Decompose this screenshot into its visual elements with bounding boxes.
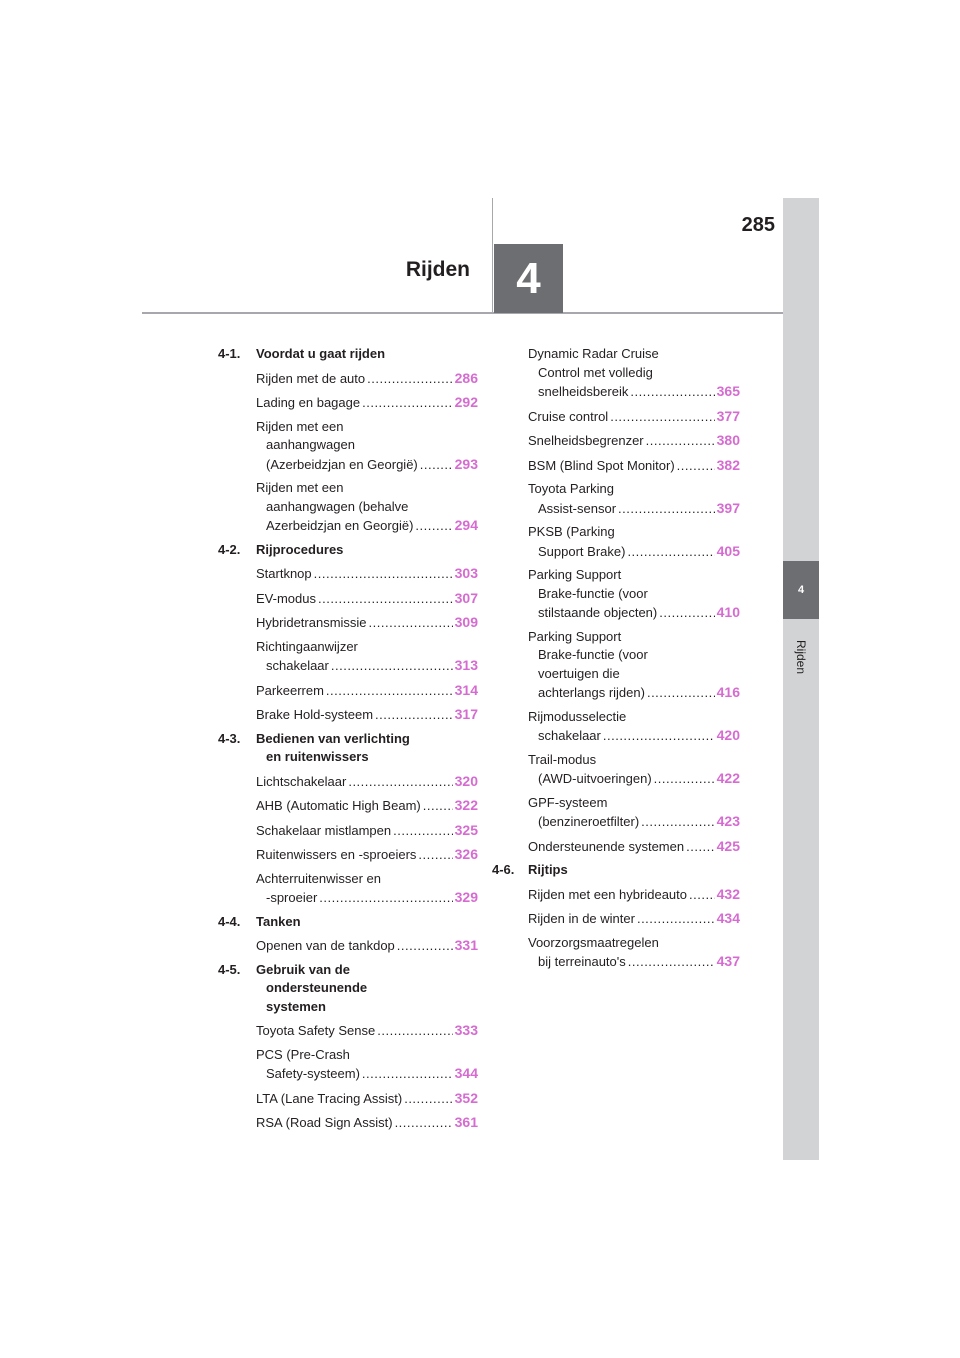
- entry-label: Richtingaanwijzer: [256, 638, 358, 654]
- entry-label: LTA (Lane Tracing Assist): [256, 1090, 403, 1106]
- entry-label: Cruise control: [528, 408, 609, 424]
- entry-label-cont: Safety-systeem): [266, 1066, 360, 1081]
- entry-label-cont: Brake-functie (voor: [538, 647, 648, 662]
- entry-label: Lichtschakelaar: [256, 773, 347, 789]
- page-link[interactable]: 309: [454, 614, 478, 630]
- entry-label-cont: (AWD-uitvoeringen): [538, 771, 652, 786]
- toc-entry[interactable]: [218, 369, 478, 389]
- entry-label: Ondersteunende systemen: [528, 838, 685, 854]
- toc-entry[interactable]: [218, 772, 478, 792]
- section-title-cont: en ruitenwissers: [266, 749, 369, 764]
- entry-label: GPF-systeem: [528, 794, 608, 810]
- entry-label: PKSB (Parking: [528, 524, 615, 539]
- toc-section-4-3: [218, 730, 478, 767]
- entry-label: Achterruitenwisser en: [256, 870, 381, 886]
- page-link[interactable]: 434: [716, 910, 740, 926]
- entry-label-cont: stilstaande objecten): [538, 605, 658, 620]
- side-tab: [783, 198, 819, 1160]
- section-number: 4-3.: [218, 730, 241, 746]
- entry-label: Parking Support: [528, 628, 622, 644]
- page-number: 285: [741, 214, 775, 236]
- page-link[interactable]: 317: [454, 706, 478, 722]
- toc-entry[interactable]: [218, 936, 478, 956]
- page-link[interactable]: 286: [454, 369, 478, 386]
- page-link[interactable]: 292: [454, 394, 478, 410]
- page-link[interactable]: 423: [716, 813, 740, 829]
- toc-entry[interactable]: [492, 523, 740, 561]
- toc-entry[interactable]: [218, 870, 478, 908]
- page-link[interactable]: 325: [454, 821, 478, 838]
- toc-entry[interactable]: [492, 794, 740, 832]
- page-link[interactable]: 397: [716, 499, 740, 516]
- toc-entry[interactable]: [218, 479, 478, 536]
- toc-entry[interactable]: [492, 751, 740, 789]
- toc-section-4-1: [218, 345, 478, 364]
- entry-label: Openen van de tankdop: [256, 938, 395, 953]
- entry-label-cont: aanhangwagen (behalve: [266, 498, 409, 514]
- page-link[interactable]: 420: [716, 727, 740, 743]
- entry-label: Toyota Parking: [528, 481, 614, 496]
- toc-entry[interactable]: [218, 393, 478, 413]
- page-link[interactable]: 377: [716, 407, 740, 424]
- toc-entry[interactable]: [218, 418, 478, 475]
- entry-label: Rijmodusselectie: [528, 708, 627, 724]
- toc-entry[interactable]: [218, 638, 478, 676]
- section-title: Tanken: [256, 913, 301, 929]
- entry-label-cont: achterlangs rijden): [538, 685, 645, 700]
- page-link[interactable]: 361: [454, 1114, 478, 1130]
- page-link[interactable]: 405: [716, 542, 740, 559]
- toc-entry[interactable]: [218, 589, 478, 609]
- section-number: 4-1.: [218, 346, 241, 361]
- toc-entry[interactable]: [492, 837, 740, 857]
- entry-label: PCS (Pre-Crash: [256, 1046, 350, 1062]
- entry-label: Trail-modus: [528, 751, 597, 767]
- side-tab-number[interactable]: 4: [783, 561, 819, 619]
- page-link[interactable]: 352: [454, 1089, 478, 1106]
- toc-entry[interactable]: [218, 564, 478, 584]
- page-link[interactable]: 322: [454, 797, 478, 813]
- entry-label: Schakelaar mistlampen: [256, 822, 392, 838]
- entry-label: Rijden met een: [256, 480, 344, 495]
- section-title-cont: systemen: [266, 998, 326, 1014]
- chapter-number-block: 4: [494, 244, 563, 313]
- toc-section-4-4: [218, 913, 478, 932]
- entry-label: Parkeerrem: [256, 682, 324, 698]
- toc-entry[interactable]: [218, 1046, 478, 1084]
- page-link[interactable]: 410: [716, 604, 740, 620]
- toc-entry[interactable]: [492, 708, 740, 746]
- section-title: Voordat u gaat rijden: [256, 346, 386, 361]
- page-link[interactable]: 344: [454, 1065, 478, 1081]
- entry-label-cont: aanhangwagen: [266, 437, 355, 452]
- section-title: Gebruik van de: [256, 961, 350, 977]
- page-link[interactable]: 294: [454, 517, 478, 533]
- page-link[interactable]: 326: [454, 846, 478, 862]
- entry-label: Toyota Safety Sense: [256, 1023, 376, 1038]
- page-link[interactable]: 314: [454, 681, 478, 698]
- side-tab-label[interactable]: Rijden: [794, 639, 808, 675]
- entry-label: BSM (Blind Spot Monitor): [528, 457, 675, 473]
- entry-label-cont: Brake-functie (voor: [538, 585, 648, 601]
- entry-label-cont: Assist-sensor: [538, 500, 617, 516]
- entry-label-cont: schakelaar: [266, 658, 329, 673]
- page-link[interactable]: 422: [716, 770, 740, 786]
- entry-label: Ruitenwissers en -sproeiers: [256, 847, 417, 862]
- entry-label: Snelheidsbegrenzer: [528, 433, 644, 448]
- entry-label: Hybridetransmissie: [256, 615, 367, 630]
- page-link[interactable]: 331: [454, 937, 478, 953]
- page-link[interactable]: 307: [454, 589, 478, 606]
- entry-label-cont: bij terreinauto's: [538, 954, 626, 969]
- toc-entry[interactable]: [492, 628, 740, 703]
- page-link[interactable]: 416: [716, 684, 740, 700]
- entry-label-cont: Support Brake): [538, 543, 626, 559]
- toc-entry[interactable]: [218, 705, 478, 725]
- section-number: 4-4.: [218, 913, 241, 929]
- page-link[interactable]: 333: [454, 1022, 478, 1038]
- entry-label: AHB (Automatic High Beam): [256, 798, 421, 813]
- page-link[interactable]: 380: [716, 432, 740, 448]
- entry-label: EV-modus: [256, 590, 316, 606]
- page-link[interactable]: 293: [454, 455, 478, 472]
- entry-label: Rijden met een: [256, 418, 344, 434]
- toc-entry[interactable]: [492, 480, 740, 518]
- toc-entry[interactable]: [492, 566, 740, 623]
- entry-label: Rijden met de auto: [256, 370, 366, 386]
- toc-entry[interactable]: [218, 1113, 478, 1133]
- entry-label: Rijden met een hybrideauto: [528, 886, 687, 902]
- toc-entry[interactable]: [492, 431, 740, 451]
- toc-entry[interactable]: [218, 1089, 478, 1109]
- page-link[interactable]: 329: [454, 889, 478, 905]
- entry-label-cont: snelheidsbereik: [538, 384, 629, 399]
- entry-label: Lading en bagage: [256, 395, 361, 410]
- page-link[interactable]: 432: [716, 885, 740, 902]
- toc-entry[interactable]: [218, 796, 478, 816]
- page-link[interactable]: 437: [716, 953, 740, 969]
- toc-entry[interactable]: [492, 934, 740, 972]
- toc-right-column: [492, 345, 740, 977]
- entry-label: Rijden in de winter: [528, 911, 635, 926]
- entry-label-cont: schakelaar: [538, 728, 601, 743]
- toc-entry[interactable]: [492, 885, 740, 905]
- toc-entry[interactable]: [218, 845, 478, 865]
- entry-label: Brake Hold-systeem: [256, 707, 374, 722]
- entry-label: Voorzorgsmaatregelen: [528, 934, 659, 950]
- toc-entry[interactable]: [218, 613, 478, 633]
- entry-label: RSA (Road Sign Assist): [256, 1115, 393, 1130]
- toc-section-4-2: [218, 541, 478, 560]
- entry-label-cont: (Azerbeidzjan en Georgië): [266, 456, 418, 472]
- toc-entry[interactable]: [218, 821, 478, 841]
- entry-label: Startknop: [256, 566, 312, 581]
- section-title: Rijtips: [528, 862, 568, 877]
- header-rule: [142, 312, 783, 314]
- entry-label-cont: voertuigen die: [538, 665, 620, 681]
- toc-entry[interactable]: [492, 345, 740, 402]
- page-link[interactable]: 382: [716, 456, 740, 473]
- toc-entry[interactable]: [218, 681, 478, 701]
- page-link[interactable]: 320: [454, 772, 478, 789]
- page-link[interactable]: 313: [454, 657, 478, 673]
- page-link[interactable]: 303: [454, 565, 478, 581]
- section-number: 4-6.: [492, 862, 515, 877]
- toc-entry[interactable]: [492, 909, 740, 929]
- section-title: Bedienen van verlichting: [256, 730, 410, 746]
- entry-label-cont: Control met volledig: [538, 364, 653, 380]
- entry-label-cont: Azerbeidzjan en Georgië): [266, 518, 414, 533]
- page-link[interactable]: 365: [716, 383, 740, 399]
- header-divider-vertical: [492, 198, 493, 312]
- toc-section-4-5: [218, 961, 478, 1017]
- toc-left-column: [218, 345, 478, 1138]
- entry-label: Parking Support: [528, 567, 622, 582]
- chapter-title: Rijden: [405, 258, 470, 281]
- section-number: 4-5.: [218, 961, 241, 977]
- section-number: 4-2.: [218, 541, 241, 557]
- toc-section-4-6: [492, 861, 740, 880]
- page-link[interactable]: 425: [716, 837, 740, 854]
- toc-entry[interactable]: [492, 456, 740, 476]
- entry-label-cont: (benzineroetfilter): [538, 814, 640, 829]
- entry-label: Dynamic Radar Cruise: [528, 346, 659, 361]
- toc-entry[interactable]: [218, 1021, 478, 1041]
- toc-entry[interactable]: [492, 407, 740, 427]
- entry-label-cont: -sproeier: [266, 890, 318, 905]
- section-title-cont: ondersteunende: [266, 980, 368, 995]
- section-title: Rijprocedures: [256, 541, 344, 557]
